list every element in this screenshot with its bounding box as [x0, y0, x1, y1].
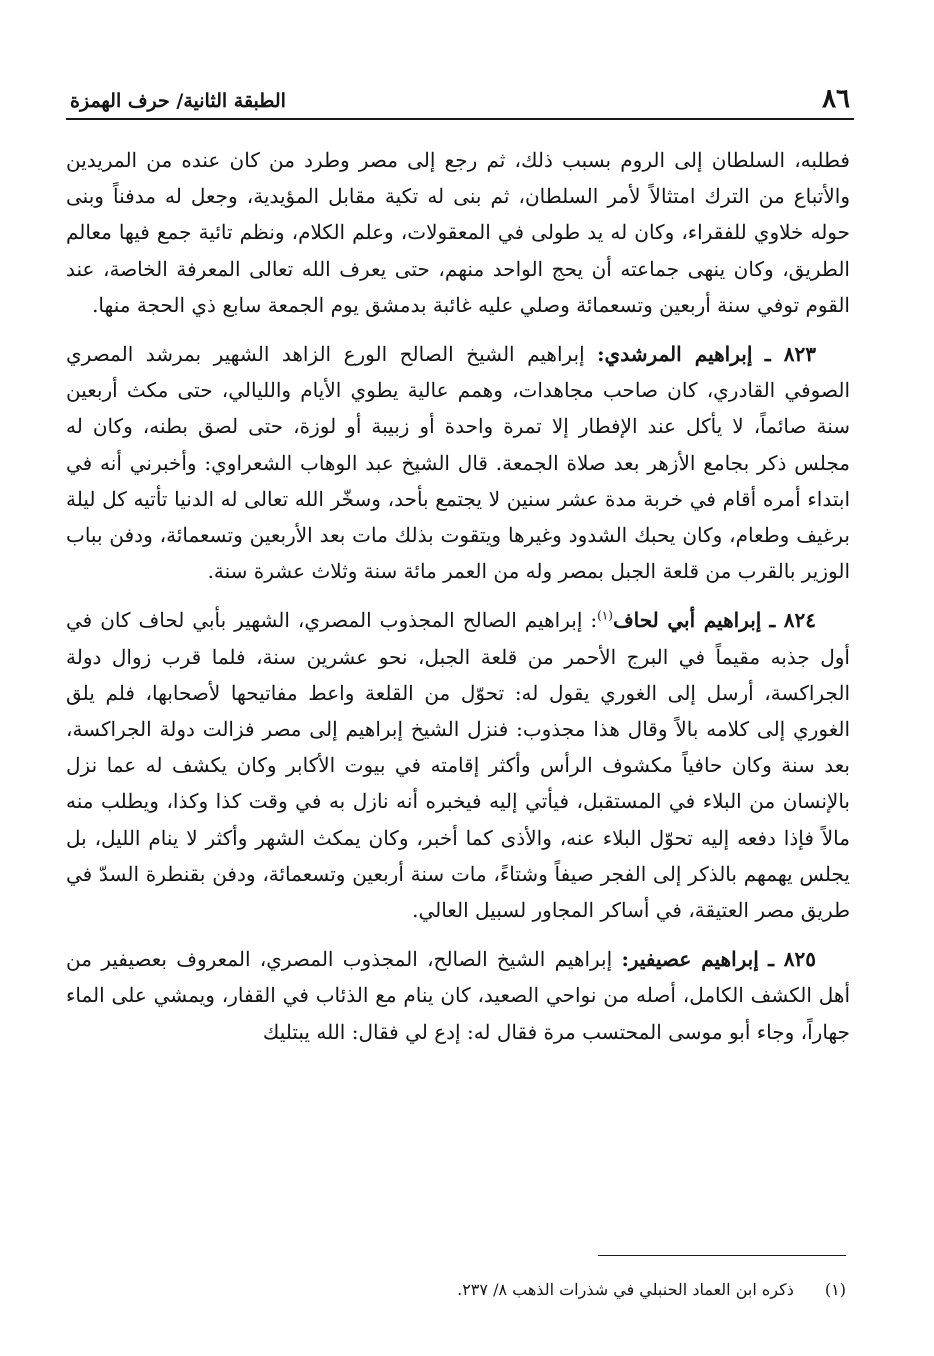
entry-number: ٨٢٥ ـ: [768, 947, 817, 972]
footnote-reference[interactable]: (١): [597, 608, 613, 623]
footnote-text: ذكره ابن العماد الحنبلي في شذرات الذهب ٨/ ٢٣٧.: [457, 1280, 794, 1299]
entry-825: [66, 941, 850, 1050]
paragraph-continuation: فطلبه، السلطان إلى الروم بسبب ذلك، ثم رجع إلى مصر وطرد من كان عنده من المريدين والأتباع من الترك امتثالاً لأمر السلطان، ثم بنى له تكية مقابل المؤيدية، وجعل له مدفناً وبنى حوله خلاوي للفقراء، وكان له يد طولى في المعقولات، وعلم الكلام، ونظم تائية جمع فيها معالم الطريق، وكان ينهى جماعته أن يحج الواحد منهم، حتى يعرف الله تعالى المعرفة الخاصة، عند القوم توفي سنة أربعين وتسعمائة وصلي عليه غائبة بدمشق يوم الجمعة سابع ذي الحجة منها.: [66, 148, 850, 317]
footnote-divider: [598, 1255, 846, 1256]
page-number: ٨٦: [822, 84, 850, 114]
main-text: [66, 142, 850, 1050]
entry-text: : إبراهيم الصالح المجذوب المصري، الشهير بأبي لحاف كان في أول جذبه مقيماً في البرج الأحمر من قلعة الجبل، نحو عشرين سنة، فلما قرب زوال دولة الجراكسة، أرسل إلى الغوري يقول له: تحوّل من القلعة واعط مفاتيحها لأصحابها، فلم يلق الغوري إلى كلامه بالاً وقال هذا مجذوب: فنزل الشيخ إبراهيم إلى مصر فزالت دولة الجراكسة، بعد سنة وكان حافياً مكشوف الرأس وأكثر إقامته في بيوت الأكابر وكان يكشف له عما نزل بالإنسان من البلاء في المستقبل، فيأتي إليه فيخبره أنه نازل به في وقت كذا وكذا، ويطلب منه مالاً فإذا دفعه إليه تحوّل البلاء عنه، والأذى كما أخبر، وكان يمكث الشهر وأكثر لا ينام الليل، بل يجلس يهمهم بالذكر إلى الفجر صيفاً وشتاءً، مات سنة أربعين وتسعمائة، ودفن بقنطرة السدّ في طريق مصر العتيقة، في أساكر المجاور لسبيل العالي.: [66, 608, 851, 923]
entry-text: إبراهيم الشيخ الصالح الورع الزاهد الشهير بمرشد المصري الصوفي القادري، كان صاحب مجاهدات، وهمم عالية يطوي الأيام والليالي، حتى مكث أربعين سنة صائماً، لا يأكل عند الإفطار إلا تمرة واحدة أو زبيبة أو لوزة، حتى لصق بطنه، وكان له مجلس ذكر بجامع الأزهر بعد صلاة الجمعة. قال الشيخ عبد الوهاب الشعراوي: وأخبرني أنه في ابتداء أمره أقام في خربة مدة عشر سنين لا يجتمع بأحد، وسخّر الله تعالى له الدنيا تأتيه كل ليلة برغيف وطعام، وكان يحبك الشدود وغيرها ويتقوت بذلك مات بعد الأربعين وتسعمائة، ودفن بباب الوزير بالقرب من قلعة الجبل بمصر وله من العمر مائة سنة وثلاث عشرة سنة.: [66, 342, 850, 584]
entry-824: [66, 602, 850, 928]
entry-823: [66, 336, 850, 589]
footnote-marker: (١): [824, 1280, 846, 1299]
running-head: [66, 82, 854, 120]
entry-text: إبراهيم الشيخ الصالح، المجذوب المصري، المعروف بعصيفير من أهل الكشف الكامل، أصله من نواحي الصعيد، كان ينام مع الذئاب في القفار، ويمشي على الماء جهاراً، وجاء أبو موسى المحتسب مرة فقال له: إدع لي فقال: الله يبتليك: [66, 947, 850, 1044]
section-title: الطبقة الثانية/ حرف الهمزة: [70, 90, 286, 112]
entry-number: ٨٢٣ ـ: [764, 342, 817, 367]
footnote: [86, 1278, 846, 1302]
entry-name: إبراهيم المرشدي:: [597, 342, 753, 367]
entry-name: إبراهيم عصيفير:: [621, 947, 759, 972]
entry-number: ٨٢٤ ـ: [769, 608, 817, 633]
entry-name: إبراهيم أبي لحاف: [612, 608, 762, 633]
